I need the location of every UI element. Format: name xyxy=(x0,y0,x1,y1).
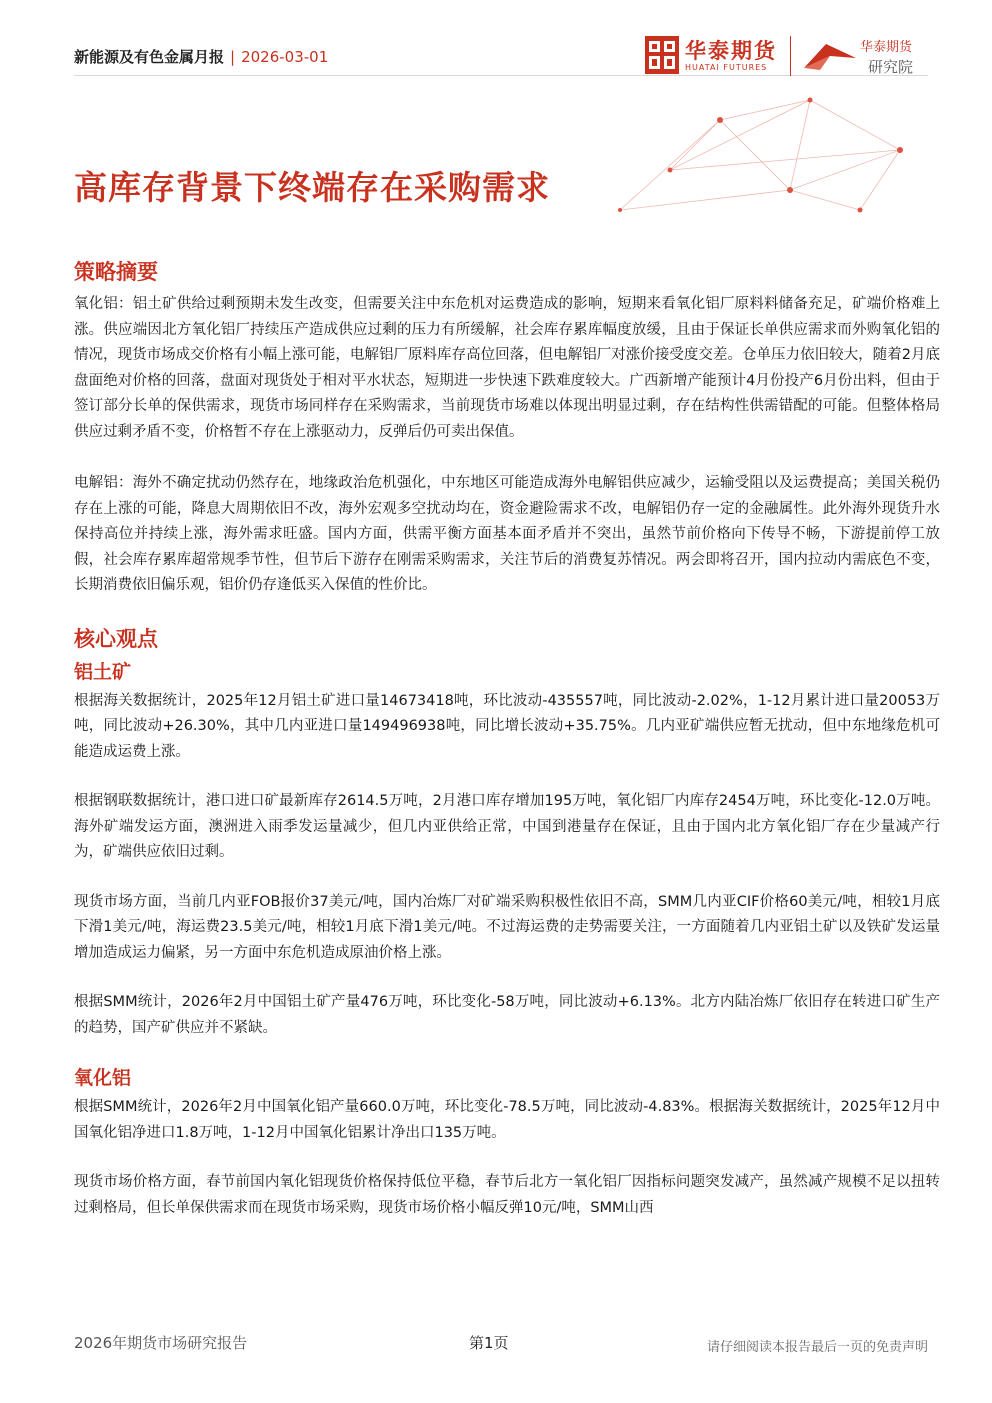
logo-divider xyxy=(790,36,791,76)
bauxite-paragraph: 根据钢联数据统计，港口进口矿最新库存2614.5万吨，2月港口库存增加195万吨，氧化铝厂内库存2454万吨，环比变化-12.0万吨。海外矿端发运方面，澳洲进入雨季发运量减少，但几内亚供给正常，中国到港量存在保证，且由于国内北方氧化铝厂存在少量减产行为，矿端供应依旧过剩。 xyxy=(74,793,940,860)
huatai-logo xyxy=(645,36,777,74)
huatai-logo-icon xyxy=(645,36,679,74)
logo-en: HUATAI FUTURES xyxy=(685,62,768,72)
report-body xyxy=(74,258,940,1221)
report-date: 2026-03-01 xyxy=(241,48,329,66)
bauxite-paragraph: 根据SMM统计，2026年2月中国铝土矿产量476万吨，环比变化-58万吨，同比波动+6.13%。北方内陆冶炼厂依旧存在转进口矿生产的趋势，国产矿供应并不紧缺。 xyxy=(74,994,940,1036)
logo-cn: 华泰期货 xyxy=(685,38,777,63)
alumina-heading: 氧化铝 xyxy=(74,1067,132,1089)
summary-paragraph-aluminum: 电解铝：海外不确定扰动仍然存在，地缘政治危机强化，中东地区可能造成海外电解铝供应减少，运输受阻以及运费提高；美国关税仍存在上涨的可能，降息大周期依旧不改，海外宏观多空扰动均在，资金避险需求不改，电解铝仍存一定的金融属性。此外海外现货升水保持高位并持续上涨，海外需求旺盛。国内方面，供需平衡方面基本面矛盾并不突出，虽然节前价格向下传导不畅，下游提前停工放假，社会库存累库超常规季节性，但节后下游存在刚需采购需求，关注节后的消费复苏情况。两会即将召开，国内拉动内需底色不变，长期消费依旧偏乐观，铝价仍存逢低买入保值的性价比。 xyxy=(74,475,940,593)
header-separator: | xyxy=(230,48,236,66)
page-footer xyxy=(74,1330,928,1360)
footer-report-title: 2026年期货市场研究报告 xyxy=(74,1334,248,1352)
alumina-paragraph: 根据SMM统计，2026年2月中国氧化铝产量660.0万吨，环比变化-78.5万吨，同比波动-4.83%。根据海关数据统计，2025年12月中国氧化铝净进口1.8万吨，1-12月中国氧化铝累计净出口135万吨。 xyxy=(74,1099,940,1141)
alumina-paragraph: 现货市场价格方面，春节前国内氧化铝现货价格保持低位平稳，春节后北方一氧化铝厂因指标问题突发减产，虽然减产规模不足以扭转过剩格局，但长单保供需求而在现货市场采购，现货市场价格小幅反弹10元/吨，SMM山西 xyxy=(74,1174,940,1216)
report-header-label xyxy=(74,46,328,67)
core-heading: 核心观点 xyxy=(74,626,158,651)
header-network-decoration xyxy=(560,80,930,230)
bauxite-paragraph: 现货市场方面，当前几内亚FOB报价37美元/吨，国内冶炼厂对矿端采购积极性依旧不高，SMM几内亚CIF价格60美元/吨，相较1月底下滑1美元/吨，海运费23.5美元/吨，相较1月底下滑1美元/吨。不过海运费的走势需要关注，一方面随着几内亚铝土矿以及铁矿发运量增加造成运力偏紧，另一方面中东危机造成原油价格上涨。 xyxy=(74,893,940,961)
institute-logo-icon xyxy=(800,36,860,76)
institute-brand: 华泰期货 xyxy=(860,40,913,55)
page-number: 第1页 xyxy=(469,1334,509,1352)
page-header xyxy=(0,0,992,240)
page-title: 高库存背景下终端存在采购需求 xyxy=(74,168,550,207)
report-name: 新能源及有色金属月报 xyxy=(74,48,225,66)
bauxite-paragraph: 根据海关数据统计，2025年12月铝土矿进口量14673418吨，环比波动-435557吨，同比波动-2.02%，1-12月累计进口量20053万吨，同比波动+26.30%，其中几内亚进口量149496938吨，同比增长波动+35.75%。几内亚矿端供应暂无扰动，但中东地缘危机可能造成运费上涨。 xyxy=(74,692,940,760)
bauxite-heading: 铝土矿 xyxy=(74,660,132,683)
institute-name: 研究院 xyxy=(868,58,914,76)
disclaimer-note: 请仔细阅读本报告最后一页的免责声明 xyxy=(706,1340,928,1355)
summary-paragraph-alumina: 氧化铝：铝土矿供给过剩预期未发生改变，但需要关注中东危机对运费造成的影响，短期来看氧化铝厂原料料储备充足，矿端价格难上涨。供应端因北方氧化铝厂持续压产造成供应过剩的压力有所缓解，社会库存累库幅度放缓，且由于保证长单供应需求而外购氧化铝的情况，现货市场成交价格有小幅上涨可能，电解铝厂原料库存高位回落，但电解铝厂对涨价接受度交差。仓单压力依旧较大，随着2月底盘面绝对价格的回落，盘面对现货处于相对平水状态，短期进一步快速下跌难度较大。广西新增产能预计4月份投产6月份出料，但由于签订部分长单的保供需求，现货市场同样存在采购需求，当前现货市场难以体现出明显过剩，存在结构性供需错配的可能。但整体格局供应过剩矛盾不变，价格暂不存在上涨驱动力，反弹后仍可卖出保值。 xyxy=(74,296,940,440)
summary-heading: 策略摘要 xyxy=(74,260,158,284)
